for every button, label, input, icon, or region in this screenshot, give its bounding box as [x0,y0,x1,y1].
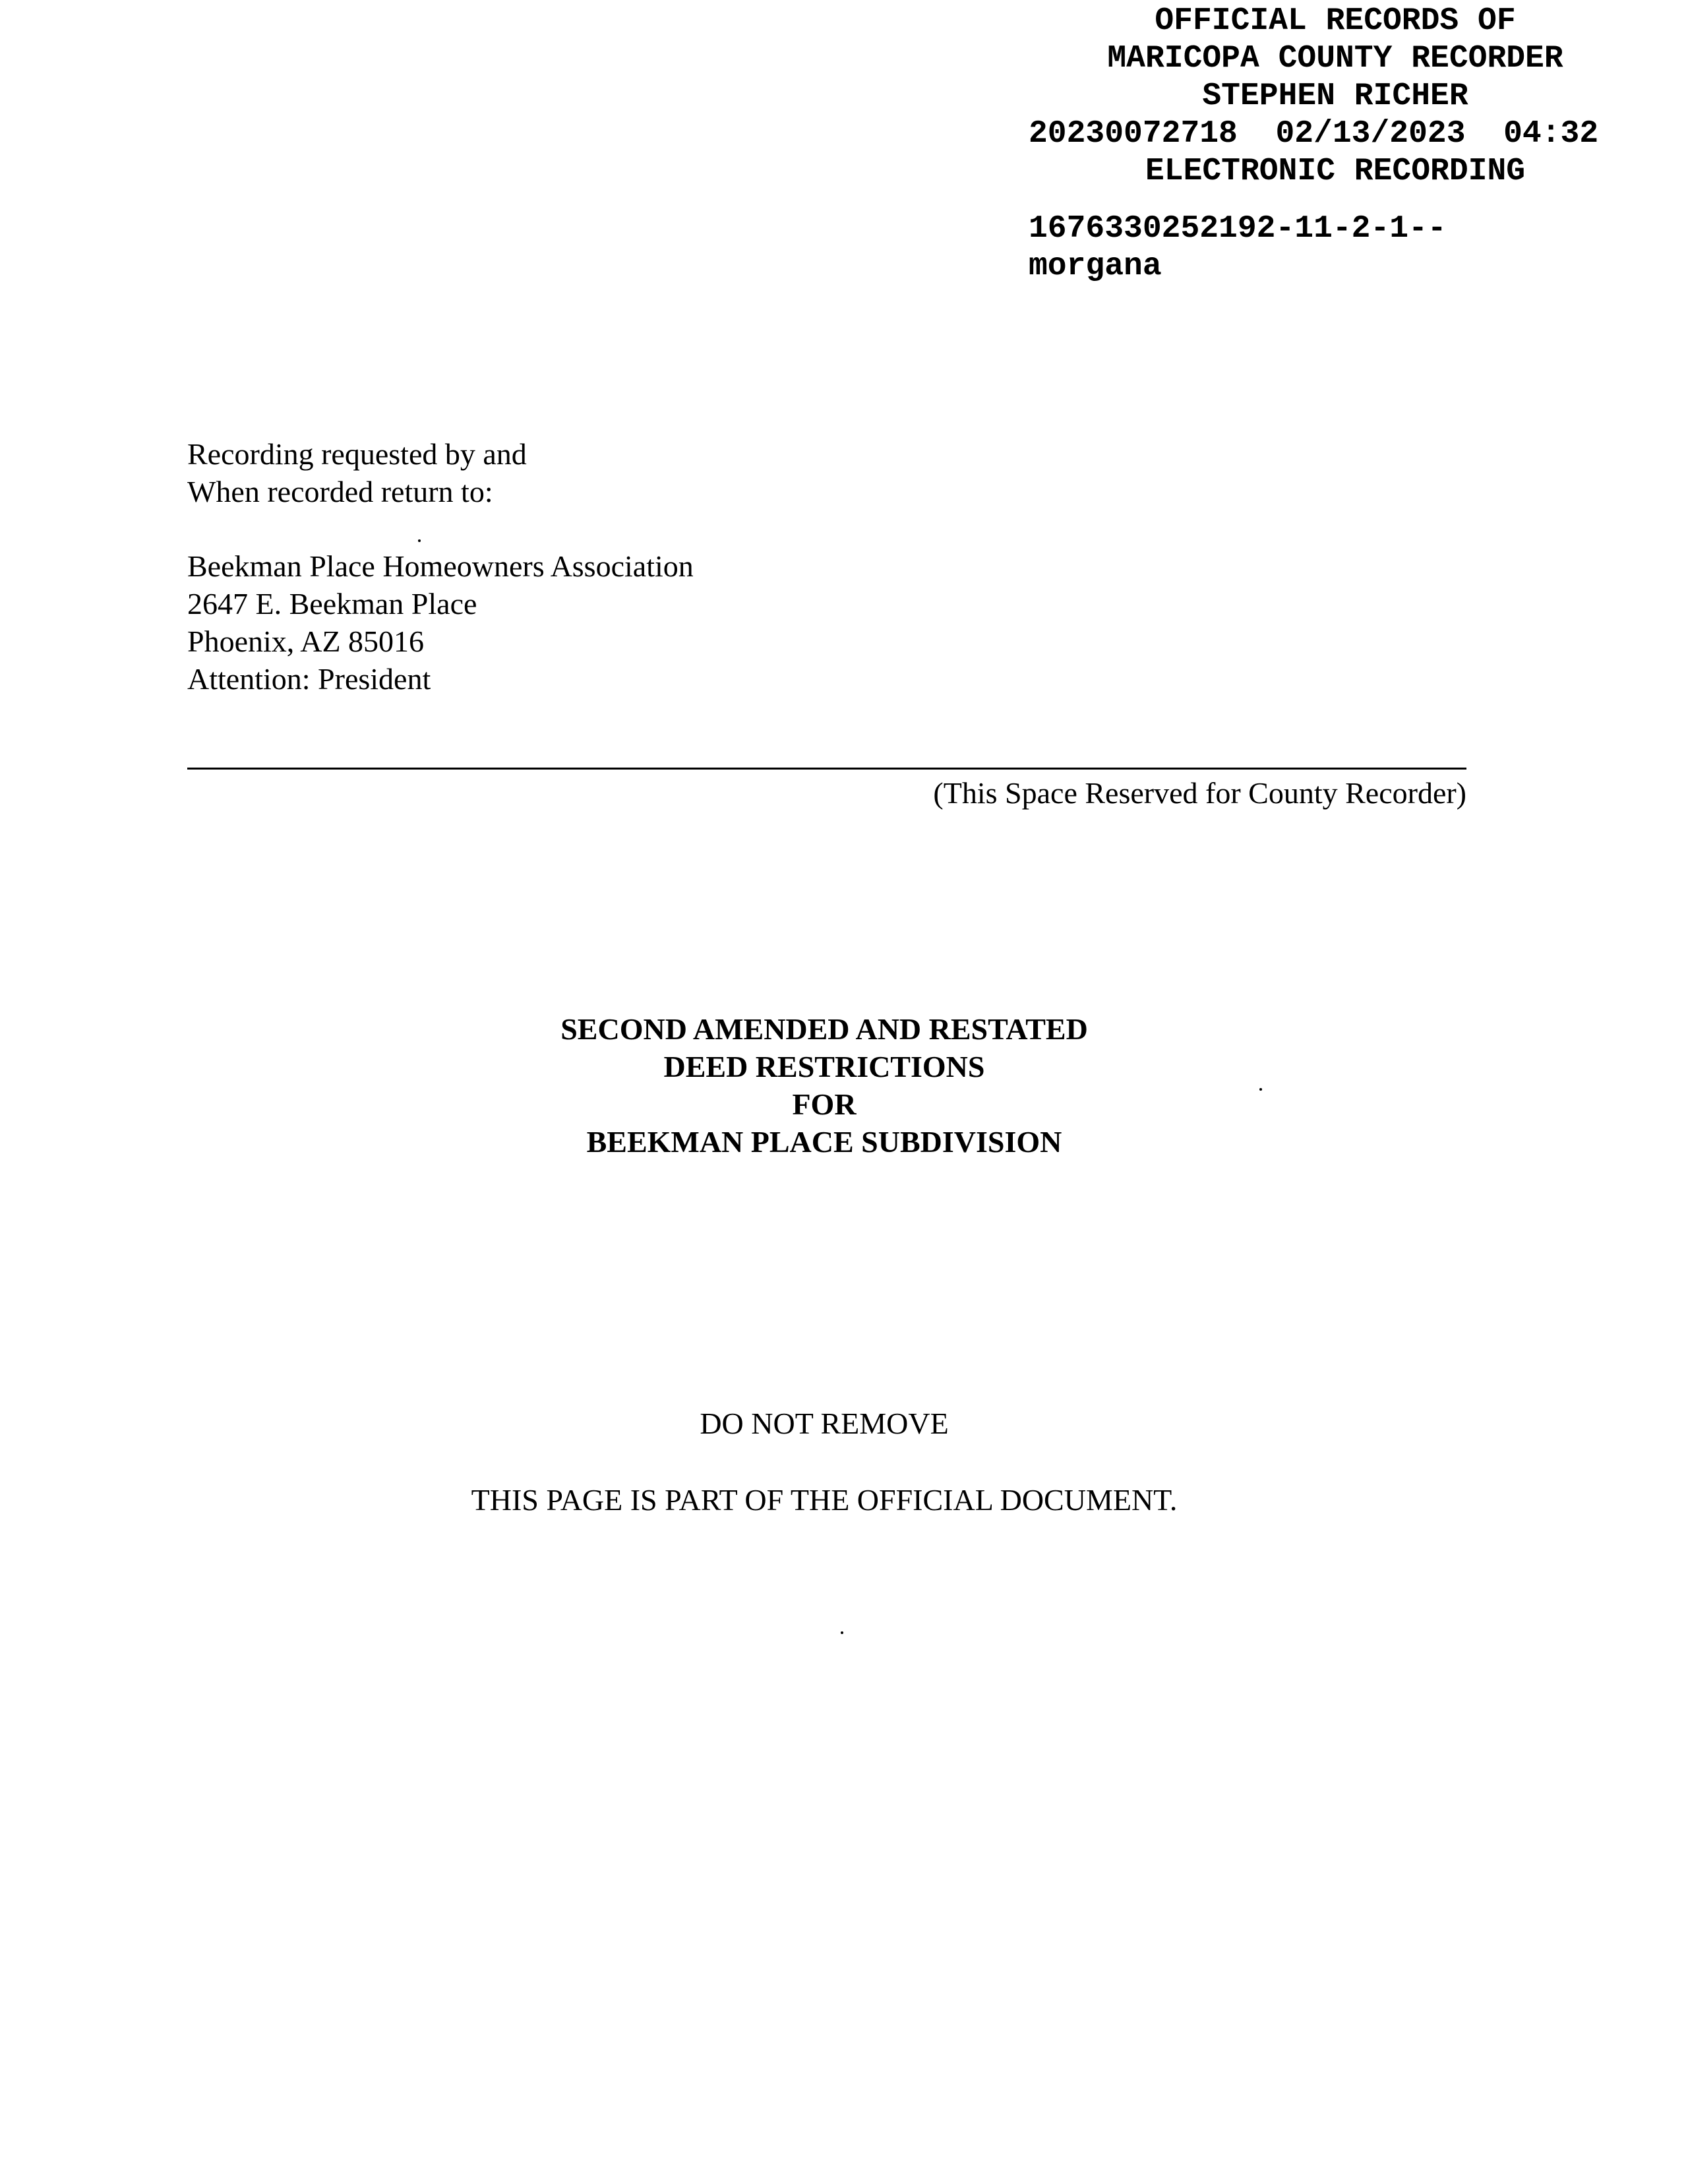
return-to-line: When recorded return to: [187,475,493,508]
address-spacer [187,510,1110,547]
city-state-zip: Phoenix, AZ 85016 [187,624,425,658]
stamp-transaction-id: 1676330252192-11-2-1-- [1029,211,1447,247]
association-name: Beekman Place Homeowners Association [187,549,694,583]
stamp-spacer [1029,191,1662,210]
stamp-recorder-name: STEPHEN RICHER [1202,78,1468,114]
title-line-3: FOR [792,1087,857,1121]
official-document-notice: THIS PAGE IS PART OF THE OFFICIAL DOCUMENT. [471,1483,1178,1517]
requested-by-line: Recording requested by and [187,437,527,471]
scan-speck [1259,1088,1262,1091]
stamp-operator: morgana [1029,249,1162,284]
reserved-space-divider [187,768,1466,770]
stamp-official-records: OFFICIAL RECORDS OF [1155,3,1516,39]
stamp-electronic-recording: ELECTRONIC RECORDING [1145,154,1526,189]
stamp-county-recorder: MARICOPA COUNTY RECORDER [1107,41,1563,76]
return-address-block [187,435,1110,698]
reserved-space-label: (This Space Reserved for County Recorder) [933,776,1466,810]
title-line-2: DEED RESTRICTIONS [663,1050,985,1083]
scan-speck [841,1631,843,1634]
attention-line: Attention: President [187,662,431,696]
title-line-1: SECOND AMENDED AND RESTATED [560,1012,1088,1046]
do-not-remove-notice: DO NOT REMOVE [700,1407,949,1440]
street-address: 2647 E. Beekman Place [187,587,477,621]
scan-speck [418,539,421,542]
recorder-stamp [1029,3,1662,286]
title-line-4: BEEKMAN PLACE SUBDIVISION [586,1125,1062,1159]
document-title [330,1010,1319,1161]
stamp-record-number-date: 20230072718 02/13/2023 04:32 [1029,116,1599,152]
